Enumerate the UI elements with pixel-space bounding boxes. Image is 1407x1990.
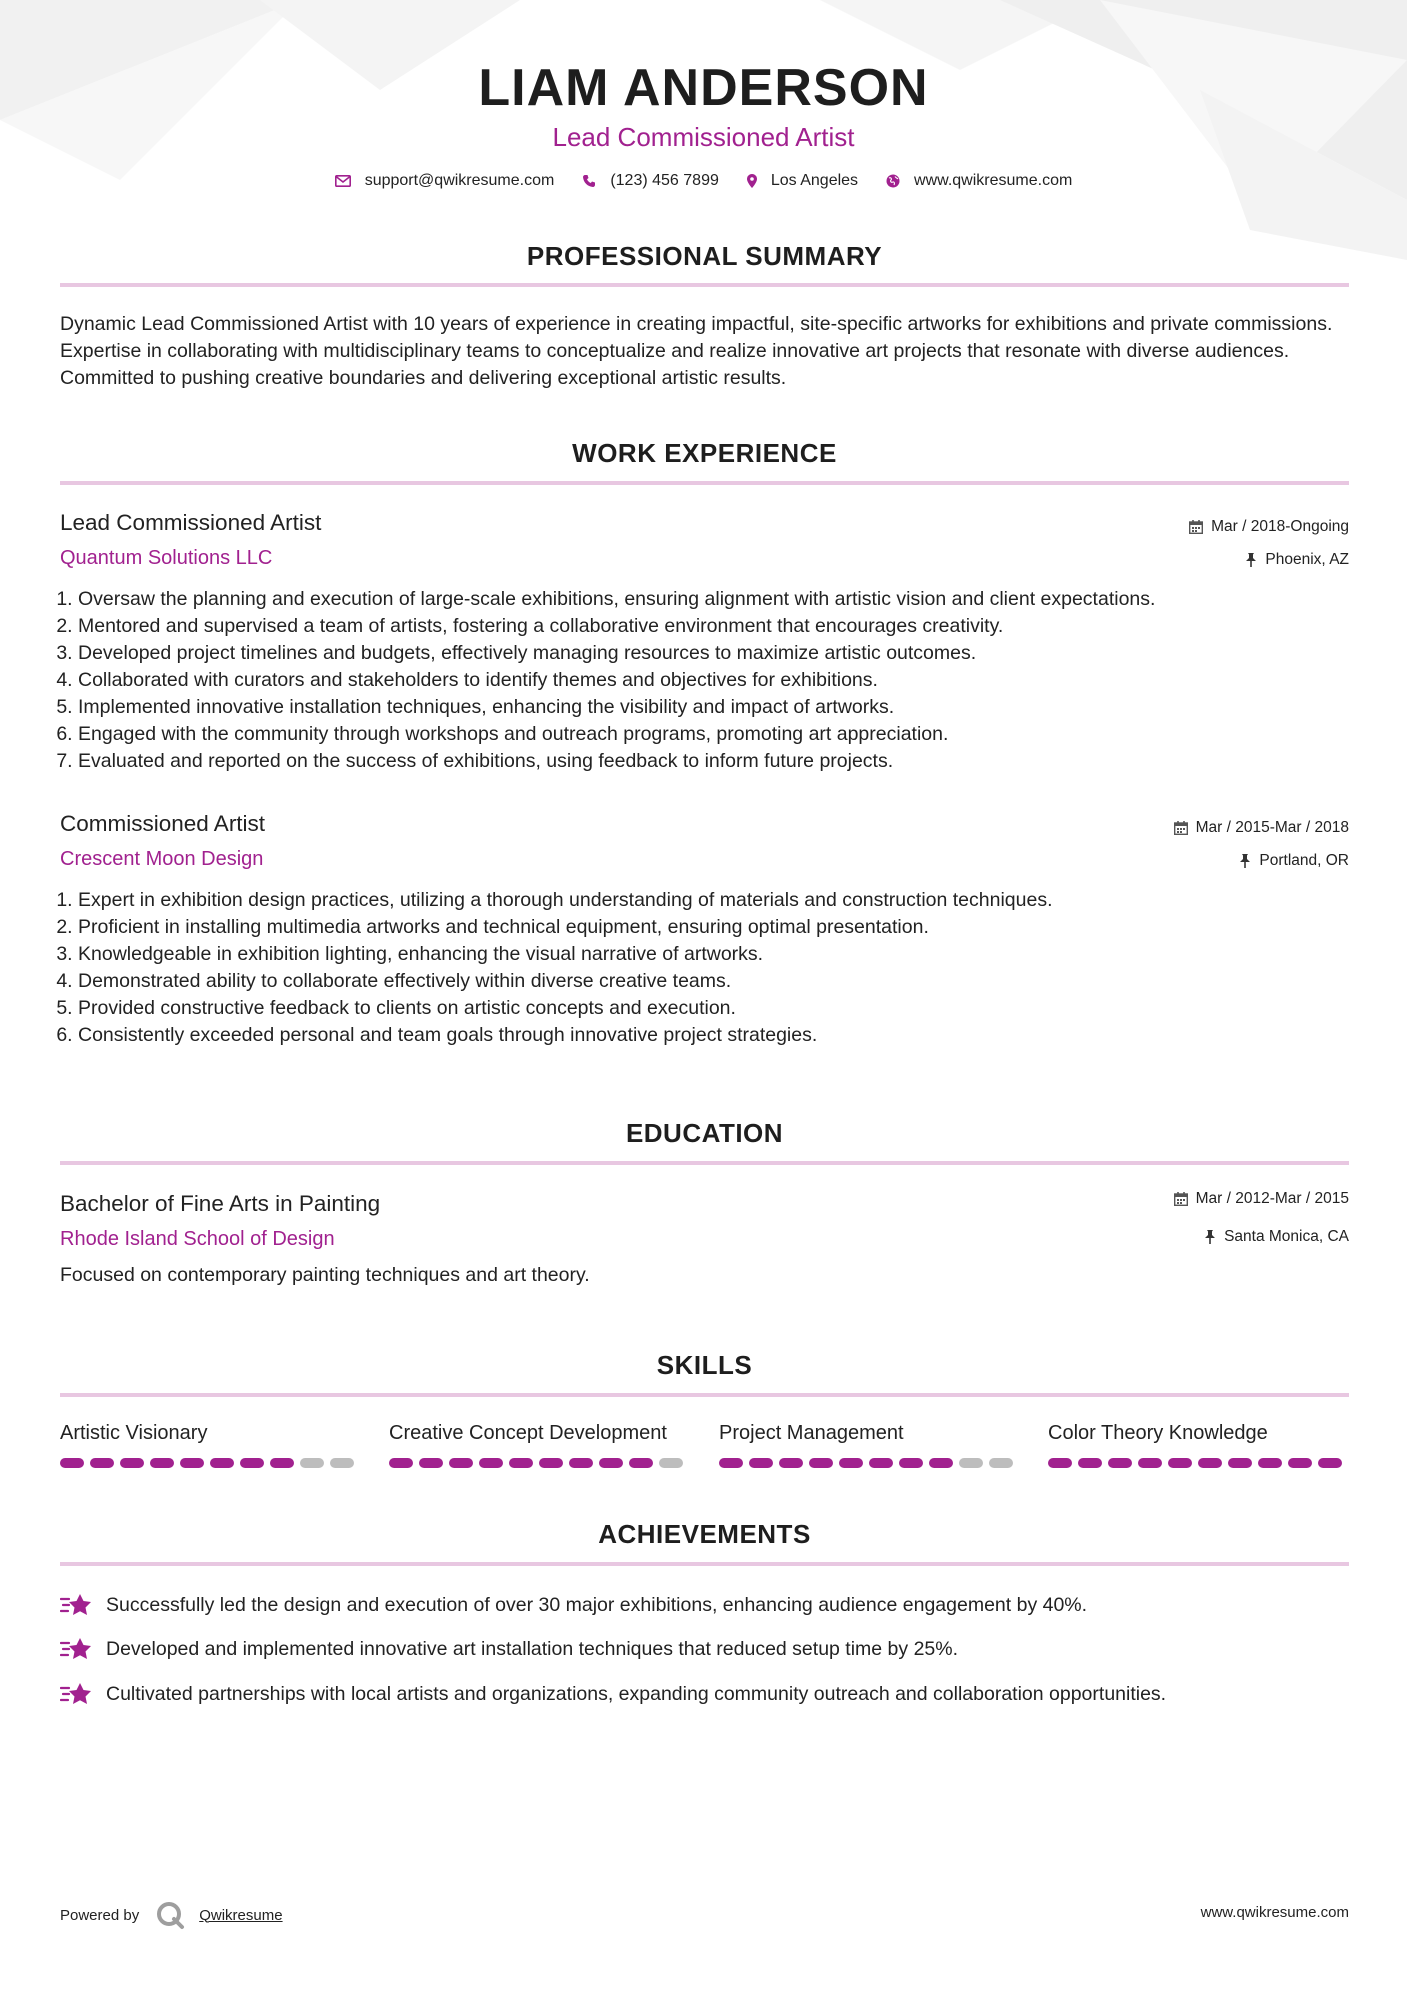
job-dates-text: Mar / 2015-Mar / 2018: [1195, 819, 1349, 836]
skill-level-segment: [569, 1458, 593, 1468]
skill-level-segment: [389, 1458, 413, 1468]
skill-level-bar: [719, 1458, 1019, 1468]
list-item: 6. Engaged with the community through workshops and outreach programs, promoting art appreciation.: [78, 721, 1368, 748]
job-location: [1239, 850, 1349, 872]
job-bullets: [60, 586, 1368, 775]
skill-level-segment: [90, 1458, 114, 1468]
achievement-item: [60, 1681, 1350, 1707]
skill-item: [60, 1420, 360, 1468]
skill-level-segment: [599, 1458, 623, 1468]
skill-level-segment: [1318, 1458, 1342, 1468]
skill-level-segment: [479, 1458, 503, 1468]
skill-level-segment: [1108, 1458, 1132, 1468]
education-location-text: Santa Monica, CA: [1224, 1228, 1349, 1245]
skill-level-segment: [270, 1458, 294, 1468]
skill-item: [1048, 1420, 1348, 1468]
list-item: 5. Implemented innovative installation techniques, enhancing the visibility and impact of artworks.: [78, 694, 1368, 721]
job-dates: [1174, 817, 1349, 839]
skill-level-segment: [1048, 1458, 1072, 1468]
education-school: Rhode Island School of Design: [60, 1228, 335, 1250]
job-company: Crescent Moon Design: [60, 848, 264, 870]
job-title: Commissioned Artist: [60, 811, 266, 836]
education-degree: Bachelor of Fine Arts in Painting: [60, 1191, 381, 1216]
map-pin-icon: [747, 174, 757, 188]
achievements-section-title: ACHIEVEMENTS: [598, 1519, 811, 1549]
job-dates-text: Mar / 2018-Ongoing: [1211, 518, 1349, 535]
job-title: Lead Commissioned Artist: [60, 510, 322, 535]
skill-level-segment: [60, 1458, 84, 1468]
skill-level-segment: [1138, 1458, 1162, 1468]
list-item: 3. Knowledgeable in exhibition lighting, enhancing the visual narrative of artworks.: [78, 941, 1368, 968]
candidate-name: LIAM ANDERSON: [478, 59, 929, 117]
skill-name: Artistic Visionary: [60, 1422, 208, 1444]
skill-level-segment: [180, 1458, 204, 1468]
list-item: 6. Consistently exceeded personal and team goals through innovative project strategies.: [78, 1022, 1368, 1049]
skill-level-segment: [869, 1458, 893, 1468]
skill-item: [719, 1420, 1019, 1468]
contact-phone[interactable]: [582, 172, 719, 190]
job-location-text: Phoenix, AZ: [1265, 551, 1349, 568]
job-bullets: [60, 887, 1368, 1049]
skill-level-segment: [150, 1458, 174, 1468]
skill-level-bar: [389, 1458, 689, 1468]
education-dates-text: Mar / 2012-Mar / 2015: [1195, 1190, 1349, 1207]
skill-level-segment: [1198, 1458, 1222, 1468]
footer-website[interactable]: www.qwikresume.com: [1200, 1904, 1349, 1921]
skill-level-segment: [539, 1458, 563, 1468]
education-dates: [1174, 1188, 1349, 1210]
skill-level-bar: [60, 1458, 360, 1468]
list-item: 1. Oversaw the planning and execution of large-scale exhibitions, ensuring alignment with artistic vision and client expectations.: [78, 586, 1368, 613]
skill-level-segment: [659, 1458, 683, 1468]
achievement-text: Cultivated partnerships with local artists and organizations, expanding community outreach and collaboration opportunities.: [106, 1683, 1167, 1705]
qwikresume-link[interactable]: Qwikresume: [199, 1906, 283, 1924]
education-description: Focused on contemporary painting techniques and art theory.: [60, 1264, 590, 1286]
skill-level-segment: [809, 1458, 833, 1468]
skill-item: [389, 1420, 689, 1468]
contact-location: [747, 172, 858, 190]
skills-divider: [60, 1393, 1349, 1397]
calendar-icon: [1189, 520, 1203, 534]
skill-level-segment: [779, 1458, 803, 1468]
job-dates: [1189, 516, 1349, 538]
list-item: 3. Developed project timelines and budgets, effectively managing resources to maximize artistic outcomes.: [78, 640, 1368, 667]
skill-level-segment: [1258, 1458, 1282, 1468]
pushpin-icon: [1239, 854, 1251, 868]
envelope-icon: [335, 175, 351, 187]
candidate-role: Lead Commissioned Artist: [552, 122, 855, 152]
education-section-title: EDUCATION: [625, 1118, 784, 1148]
skill-level-segment: [839, 1458, 863, 1468]
skill-level-segment: [449, 1458, 473, 1468]
contact-email[interactable]: [335, 172, 555, 190]
contact-website-text: www.qwikresume.com: [914, 172, 1073, 189]
job-location: [1245, 549, 1349, 571]
list-item: 1. Expert in exhibition design practices, utilizing a thorough understanding of materials and construction techniques.: [78, 887, 1368, 914]
phone-icon: [582, 174, 596, 188]
list-item: 4. Collaborated with curators and stakeholders to identify themes and objectives for exhibitions.: [78, 667, 1368, 694]
calendar-icon: [1174, 821, 1188, 835]
summary-divider: [60, 283, 1349, 287]
skill-level-segment: [330, 1458, 354, 1468]
education-divider: [60, 1161, 1349, 1165]
skill-level-segment: [989, 1458, 1013, 1468]
contact-phone-text: (123) 456 7899: [610, 172, 719, 189]
list-item: 2. Mentored and supervised a team of artists, fostering a collaborative environment that encourages creativity.: [78, 613, 1368, 640]
calendar-icon: [1174, 1192, 1188, 1206]
education-location: [1204, 1226, 1349, 1248]
experience-section-title: WORK EXPERIENCE: [572, 438, 837, 468]
footer-powered-by: [60, 1900, 283, 1930]
list-item: 7. Evaluated and reported on the success of exhibitions, using feedback to inform future projects.: [78, 748, 1368, 775]
skill-level-bar: [1048, 1458, 1348, 1468]
skill-level-segment: [929, 1458, 953, 1468]
skill-level-segment: [419, 1458, 443, 1468]
skill-level-segment: [509, 1458, 533, 1468]
star-icon: [60, 1636, 94, 1662]
qwikresume-logo-icon: [155, 1900, 185, 1930]
pushpin-icon: [1204, 1230, 1216, 1244]
skill-level-segment: [210, 1458, 234, 1468]
contact-location-text: Los Angeles: [770, 172, 859, 189]
star-icon: [60, 1681, 94, 1707]
skill-level-segment: [120, 1458, 144, 1468]
contact-email-text: support@qwikresume.com: [364, 172, 555, 189]
contact-website[interactable]: [886, 172, 1072, 190]
experience-divider: [60, 481, 1349, 485]
achievement-text: Successfully led the design and execution of over 30 major exhibitions, enhancing audience engagement by 40%.: [106, 1594, 1088, 1616]
skill-name: Creative Concept Development: [389, 1422, 667, 1444]
skill-level-segment: [300, 1458, 324, 1468]
list-item: 2. Proficient in installing multimedia artworks and technical equipment, ensuring optimal presentation.: [78, 914, 1368, 941]
skill-level-segment: [1228, 1458, 1252, 1468]
achievement-item: [60, 1636, 1350, 1662]
summary-text: Dynamic Lead Commissioned Artist with 10 years of experience in creating impactful, site-specific artworks for exhibitions and private commissions. Expertise in collaborating with multidisciplinary teams to conceptualize and realize innovative art projects that resonate with diverse audiences. Committed to pushing creative boundaries and delivering exceptional artistic results.: [60, 313, 1333, 389]
achievements-divider: [60, 1562, 1349, 1566]
skill-level-segment: [629, 1458, 653, 1468]
skill-name: Color Theory Knowledge: [1048, 1422, 1268, 1444]
list-item: 4. Demonstrated ability to collaborate effectively within diverse creative teams.: [78, 968, 1368, 995]
skill-level-segment: [749, 1458, 773, 1468]
star-icon: [60, 1592, 94, 1618]
summary-section-title: PROFESSIONAL SUMMARY: [526, 241, 883, 271]
skill-name: Project Management: [719, 1422, 904, 1444]
contact-bar: [0, 172, 1407, 190]
skill-level-segment: [719, 1458, 743, 1468]
skill-level-segment: [1168, 1458, 1192, 1468]
achievement-text: Developed and implemented innovative art installation techniques that reduced setup time by 25%.: [106, 1638, 959, 1660]
powered-by-label: Powered by: [60, 1906, 140, 1924]
pushpin-icon: [1245, 553, 1257, 567]
list-item: 5. Provided constructive feedback to clients on artistic concepts and execution.: [78, 995, 1368, 1022]
job-location-text: Portland, OR: [1259, 852, 1349, 869]
skill-level-segment: [1288, 1458, 1312, 1468]
achievement-item: [60, 1592, 1350, 1618]
skills-section-title: SKILLS: [656, 1350, 753, 1380]
skill-level-segment: [899, 1458, 923, 1468]
job-company: Quantum Solutions LLC: [60, 547, 273, 569]
skill-level-segment: [959, 1458, 983, 1468]
globe-icon: [886, 174, 900, 188]
skill-level-segment: [1078, 1458, 1102, 1468]
skill-level-segment: [240, 1458, 264, 1468]
